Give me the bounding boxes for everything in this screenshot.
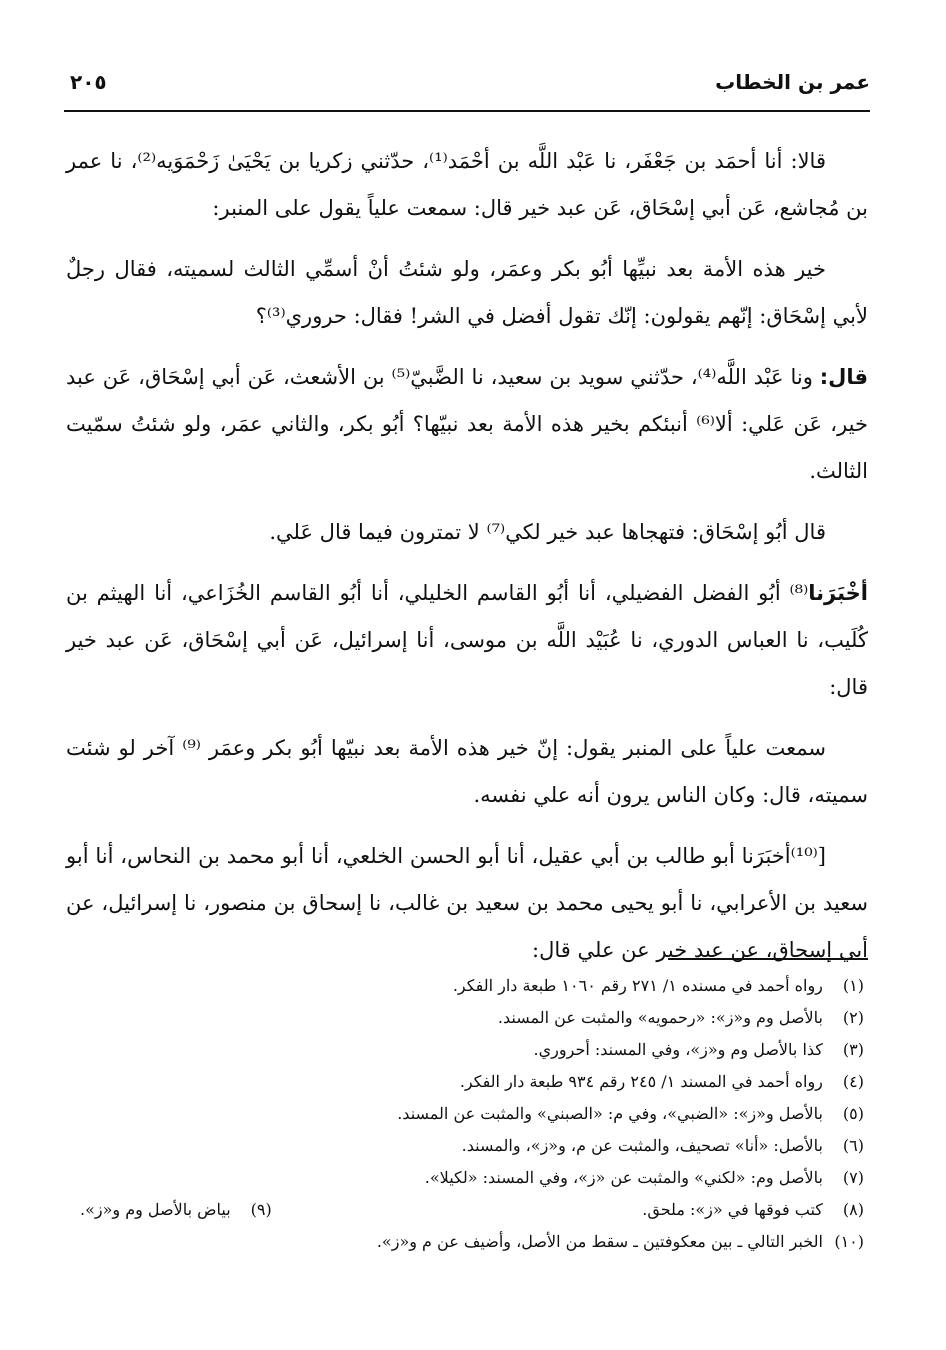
running-title: عمر بن الخطاب (715, 70, 870, 94)
footnote-number: (٤) (842, 1072, 864, 1091)
footnote (80, 1034, 864, 1066)
paragraph-text: سمعت علياً على المنبر يقول: إنّ خير هذه الأمة بعد نبيّها أبُو بكر وعمَر ⁽⁹⁾ آخر لو شئت سميته، قال: وكان الناس يرون أنه علي نفسه. (66, 736, 868, 807)
footnote (80, 1130, 864, 1162)
paragraph-text: ونا عَبْد اللَّه⁽⁴⁾، حدّثني سويد بن سعيد، نا الضَّبيّ⁽⁵⁾ بن الأشعث، عَن أبي إسْحَاق، عَن عبد خير، عَن عَلي: ألا⁽⁶⁾ أنبئكم بخير هذه الأمة بعد نبيّها؟ أبُو بكر، والثاني عمَر، ولو شئتُ سمّيت الثالث. (66, 365, 868, 483)
footnote (80, 1194, 272, 1226)
footnote-number: (١) (842, 976, 864, 995)
footnote-number: (٧) (842, 1168, 864, 1187)
footnote-number: (١٠) (834, 1232, 864, 1251)
footnote-number: (٢) (842, 1008, 864, 1027)
footnotes (80, 970, 864, 1258)
paragraph (66, 138, 868, 232)
footnote-number: (٣) (842, 1040, 864, 1059)
header-rule (64, 110, 870, 112)
footnote-text: كذا بالأصل وم و«ز»، وفي المسند: أحروري. (533, 1040, 823, 1059)
paragraph (66, 246, 868, 340)
footnote (80, 1098, 864, 1130)
paragraph (66, 725, 868, 819)
footnote-number: (٥) (842, 1104, 864, 1123)
footnote-text: بالأصل وم و«ز»: «رحمويه» والمثبت عن المسند. (497, 1008, 823, 1027)
paragraph-text: ⁽⁸⁾ أبُو الفضل الفضيلي، أنا أبُو القاسم الخليلي، أنا أبُو القاسم الخُزَاعي، أنا الهيثم بن كُلَيب، نا العباس الدوري، نا عُبَيْد اللَّه بن موسى، أنا إسرائيل، عَن أبي إسْحَاق، عَن عبد خير قال: (66, 581, 868, 699)
footnote-text: كتب فوقها في «ز»: ملحق. (642, 1200, 823, 1219)
footnote-number: (٩) (250, 1200, 272, 1219)
paragraph-text: خير هذه الأمة بعد نبيِّها أبُو بكر وعمَر، ولو شئتُ أنْ أسمِّي الثالث لسميته، فقال رجلٌ لأبي إسْحَاق: إنّهم يقولون: إنّك تقول أفضل في الشر! فقال: حروري⁽³⁾؟ (66, 257, 868, 328)
paragraph-lead: قال: (819, 365, 868, 389)
footnote-text: بياض بالأصل وم و«ز». (80, 1200, 231, 1219)
footnote (80, 970, 864, 1002)
paragraph (66, 570, 868, 711)
paragraph-text: قال أبُو إسْحَاق: فتهجاها عبد خير لكي⁽⁷⁾ لا تمترون فيما قال عَلي. (269, 520, 826, 544)
footnote-rule (668, 958, 868, 960)
footnote (80, 1066, 864, 1098)
footnote-text: رواه أحمد في المسند ١/ ٢٤٥ رقم ٩٣٤ طبعة دار الفكر. (459, 1072, 823, 1091)
paragraph (66, 509, 868, 556)
page-number: ٢٠٥ (70, 70, 107, 94)
paragraph (66, 833, 868, 974)
paragraph-text: قالا: أنا أحمَد بن جَعْفَر، نا عَبْد اللَّه بن أحْمَد⁽¹⁾، حدّثني زكريا بن يَحْيَىٰ زَحْمَوَيه⁽²⁾، نا عمر بن مُجاشع، عَن أبي إسْحَاق، عَن عبد خير قال: سمعت علياً يقول على المنبر: (66, 149, 868, 220)
footnote-text: بالأصل: «أنا» تصحيف، والمثبت عن م، و«ز»، والمسند. (461, 1136, 823, 1155)
paragraph (66, 354, 868, 495)
footnote-text: بالأصل و«ز»: «الضبي»، وفي م: «الصبني» والمثبت عن المسند. (397, 1104, 823, 1123)
footnote-text: الخبر التالي ـ بين معكوفتين ـ سقط من الأصل، وأضيف عن م و«ز». (376, 1232, 823, 1251)
footnote-number: (٨) (842, 1200, 864, 1219)
footnote (80, 1162, 864, 1194)
footnote-text: رواه أحمد في مسنده ١/ ٢٧١ رقم ١٠٦٠ طبعة دار الفكر. (452, 976, 823, 995)
footnote (642, 1194, 864, 1226)
footnote (80, 1226, 864, 1258)
footnote-pair (80, 1194, 864, 1226)
main-text (66, 138, 868, 988)
footnote-text: بالأصل وم: «لكني» والمثبت عن «ز»، وفي المسند: «لكيلا». (424, 1168, 823, 1187)
footnote (80, 1002, 864, 1034)
footnote-number: (٦) (842, 1136, 864, 1155)
running-head (70, 70, 870, 100)
paragraph-text: [⁽¹⁰⁾أخبَرَنا أبو طالب بن أبي عقيل، أنا أبو الحسن الخلعي، أنا أبو محمد بن النحاس، أنا أبو سعيد بن الأعرابي، نا أبو يحيى محمد بن سعيد بن غالب، نا إسحاق بن منصور، نا إسرائيل، عن أبي إسحاق، عن عبد خير عن علي قال: (66, 844, 868, 962)
paragraph-lead: أخْبَرَنا (808, 581, 868, 605)
